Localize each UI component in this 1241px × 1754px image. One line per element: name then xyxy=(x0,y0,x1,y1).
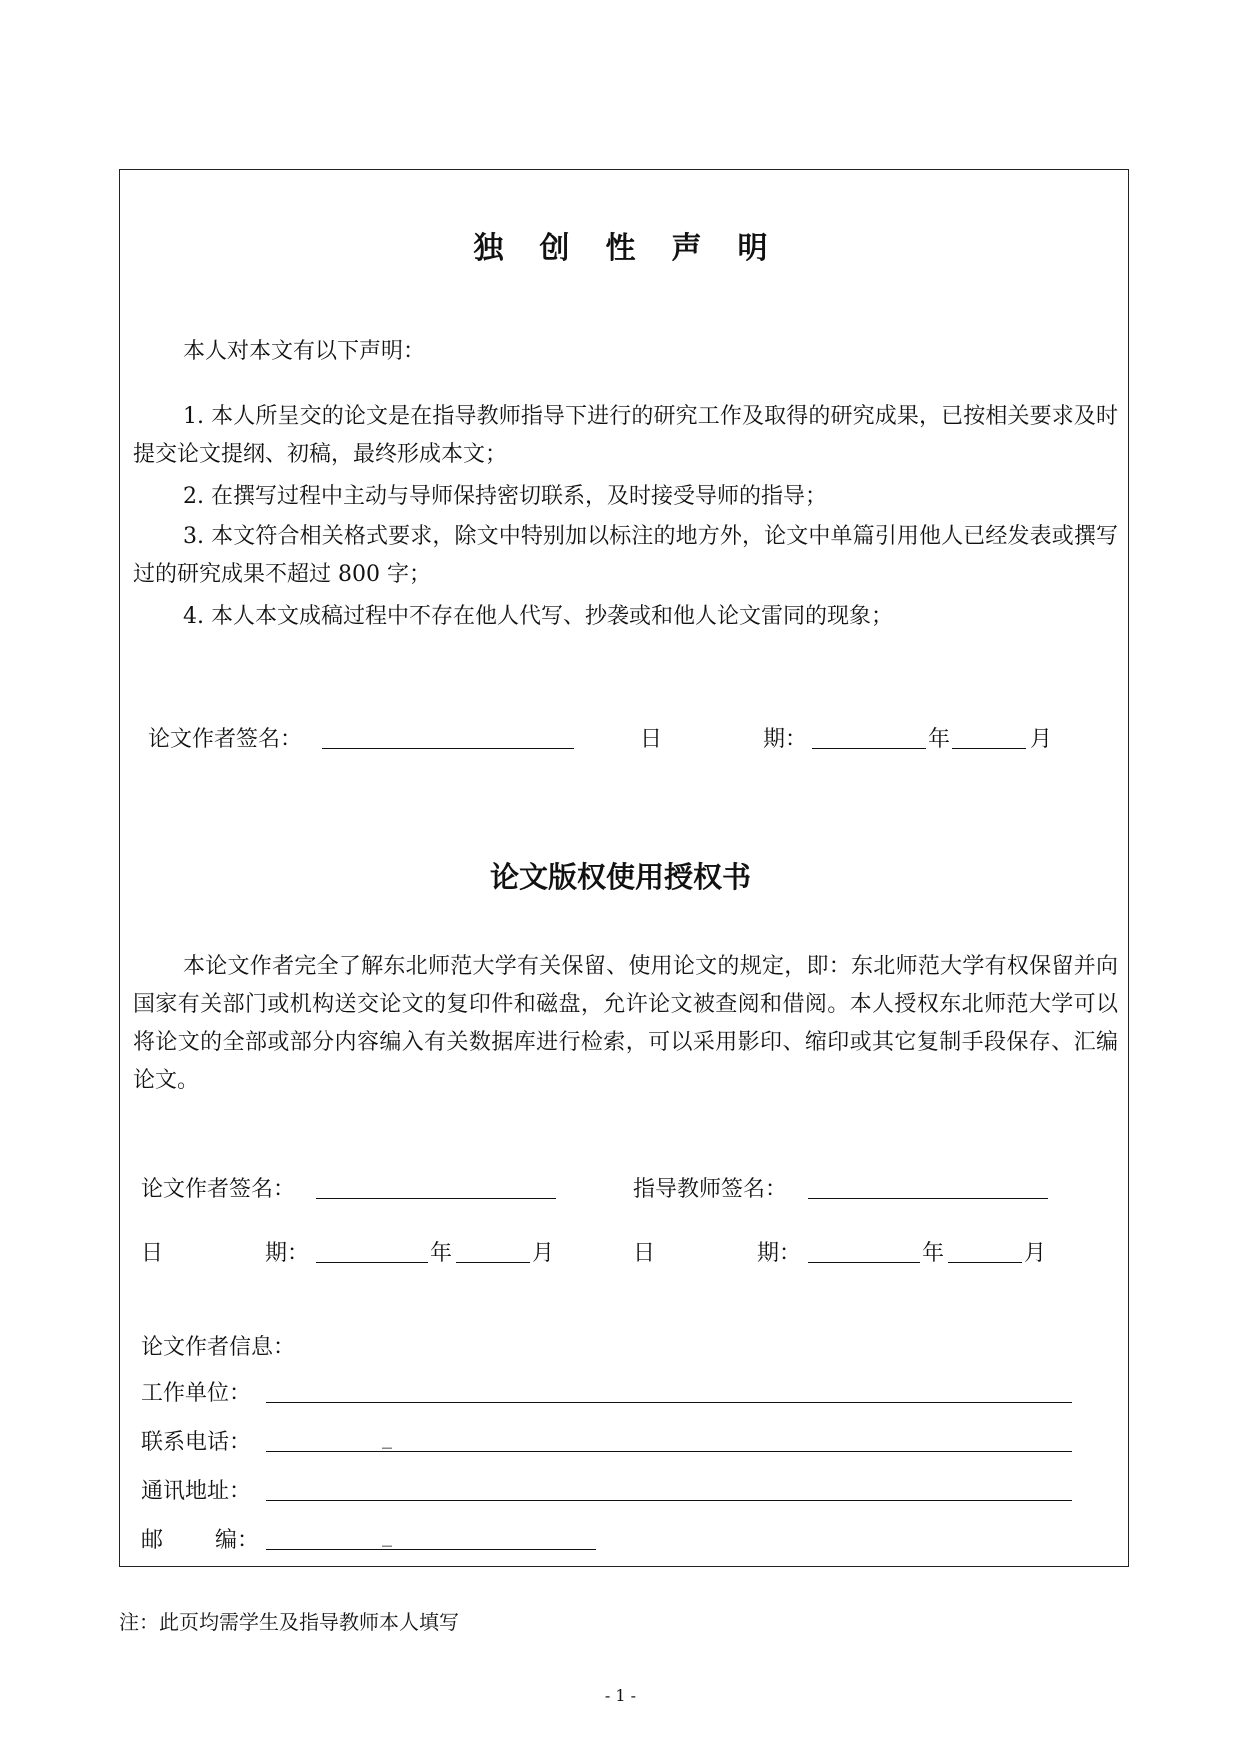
auth-author-date-label-1: 日 xyxy=(141,1241,164,1266)
page-note: 注：此页均需学生及指导教师本人填写 xyxy=(119,1610,459,1634)
postcode-field[interactable] xyxy=(266,1523,596,1550)
auth-author-year-label: 年 xyxy=(430,1241,453,1266)
auth-advisor-month-field[interactable] xyxy=(948,1236,1022,1263)
page-number: - 1 - xyxy=(604,1686,637,1705)
authorization-body: 本论文作者完全了解东北师范大学有关保留、使用论文的规定，即：东北师范大学有权保留并向国家有关部门或机构送交论文的复印件和磁盘，允许论文被查阅和借阅。本人授权东北师范大学可以将论文的全部或部分内容编入有关数据库进行检索，可以采用影印、缩印或其它复制手段保存、汇编论文。 xyxy=(133,954,1118,1093)
postcode-value: _ xyxy=(382,1523,392,1547)
auth-advisor-date-label-2: 期： xyxy=(757,1241,802,1266)
declaration-item-2: 2. 在撰写过程中主动与导师保持密切联系，及时接受导师的指导； xyxy=(183,484,827,509)
auth-author-month-label: 月 xyxy=(532,1241,555,1266)
declaration-item-4: 4. 本人本文成稿过程中不存在他人代写、抄袭或和他人论文雷同的现象； xyxy=(183,604,893,629)
work-unit-label: 工作单位： xyxy=(141,1381,252,1406)
declaration-sign-field[interactable] xyxy=(322,722,574,749)
declaration-title: 独创性声明 xyxy=(473,231,804,266)
authorization-title: 论文版权使用授权书 xyxy=(489,860,751,894)
auth-advisor-year-field[interactable] xyxy=(808,1236,920,1263)
postcode-label-1: 邮 xyxy=(141,1528,164,1553)
auth-author-sign-label: 论文作者签名： xyxy=(141,1177,296,1202)
address-label: 通讯地址： xyxy=(141,1479,252,1504)
declaration-date-label-1: 日 xyxy=(640,727,663,752)
auth-advisor-sign-field[interactable] xyxy=(808,1172,1048,1199)
work-unit-field[interactable] xyxy=(266,1376,1072,1403)
declaration-year-label: 年 xyxy=(928,727,951,752)
declaration-item-1: 1. 本人所呈交的论文是在指导教师指导下进行的研究工作及取得的研究成果，已按相关要求及时提交论文提纲、初稿，最终形成本文； xyxy=(133,404,1118,467)
declaration-sign-label: 论文作者签名： xyxy=(148,727,303,752)
declaration-item-3: 3. 本文符合相关格式要求，除文中特别加以标注的地方外，论文中单篇引用他人已经发表或撰写过的研究成果不超过 800 字； xyxy=(133,524,1118,587)
auth-advisor-month-label: 月 xyxy=(1024,1241,1047,1266)
author-info-heading: 论文作者信息： xyxy=(141,1335,296,1360)
auth-advisor-sign-label: 指导教师签名： xyxy=(633,1177,788,1202)
declaration-year-field[interactable] xyxy=(812,722,926,749)
auth-advisor-date-label-1: 日 xyxy=(633,1241,656,1266)
auth-author-sign-field[interactable] xyxy=(316,1172,556,1199)
auth-author-year-field[interactable] xyxy=(316,1236,428,1263)
phone-field[interactable] xyxy=(266,1425,1072,1452)
declaration-month-label: 月 xyxy=(1030,727,1053,752)
declaration-month-field[interactable] xyxy=(952,722,1026,749)
phone-label: 联系电话： xyxy=(141,1430,252,1455)
phone-value: _ xyxy=(382,1425,392,1449)
address-field[interactable] xyxy=(266,1474,1072,1501)
postcode-label-2: 编： xyxy=(215,1528,260,1553)
declaration-intro: 本人对本文有以下声明： xyxy=(183,339,426,364)
auth-author-date-label-2: 期： xyxy=(265,1241,310,1266)
auth-author-month-field[interactable] xyxy=(456,1236,530,1263)
auth-advisor-year-label: 年 xyxy=(922,1241,945,1266)
declaration-date-label-2: 期： xyxy=(763,727,808,752)
